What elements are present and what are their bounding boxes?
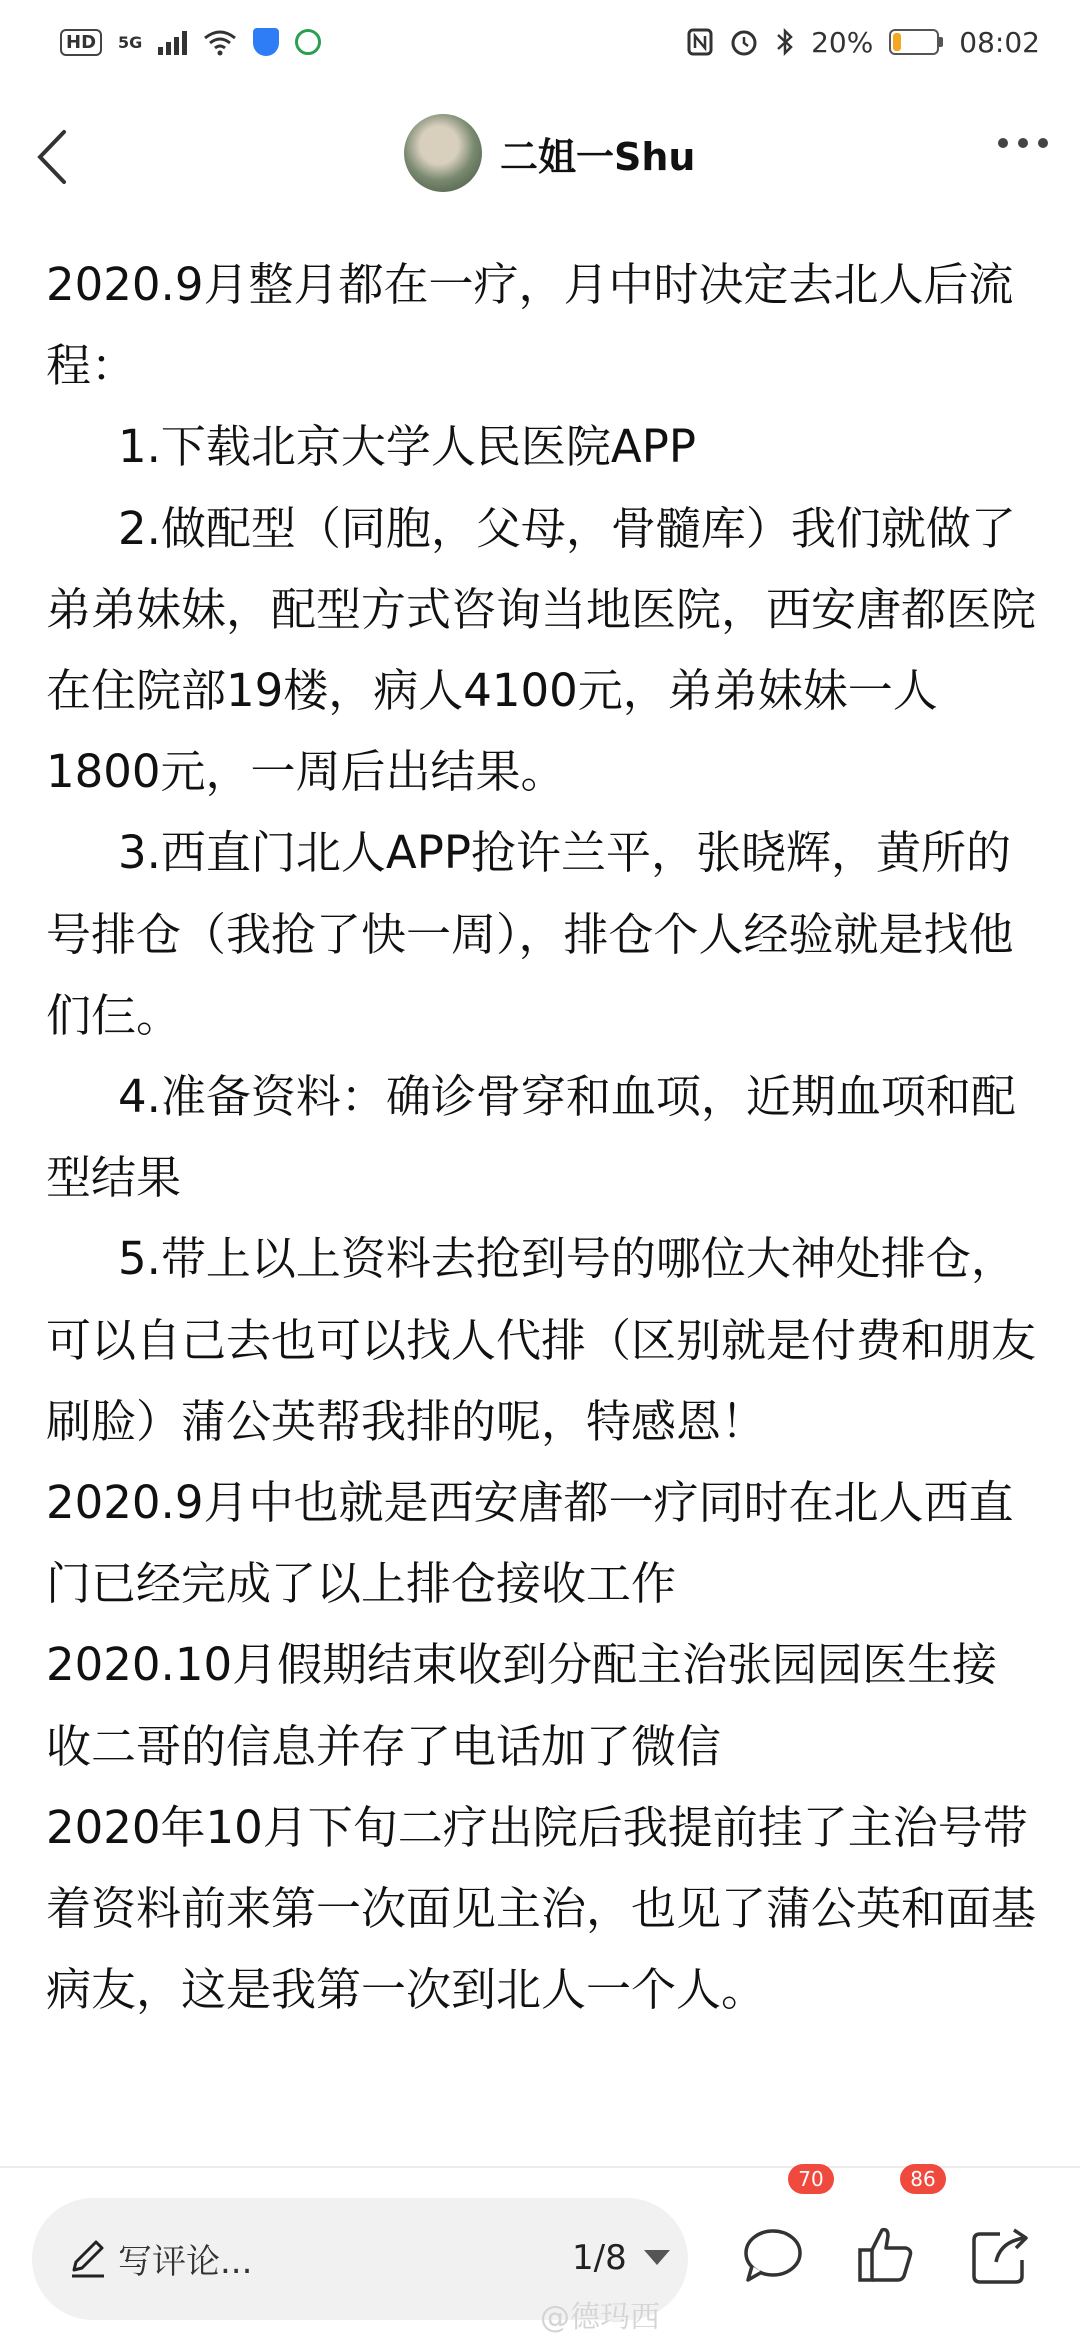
author-info[interactable] [404, 114, 695, 192]
more-dots-icon [998, 138, 1008, 148]
wifi-icon [203, 28, 237, 56]
page-indicator[interactable]: 1/8 [572, 2238, 627, 2278]
nfc-icon [687, 28, 713, 56]
article-body [46, 244, 1036, 2159]
article-paragraph: 2020.10月假期结束收到分配主治张园园医生接收二哥的信息并存了电话加了微信 [46, 1638, 998, 1773]
watermark-text: @德玛西 [540, 2300, 660, 2335]
more-button[interactable] [998, 138, 1048, 148]
like-icon[interactable] [852, 2220, 922, 2290]
shield-icon [253, 28, 279, 56]
signal-icon [158, 29, 187, 55]
alarm-icon [729, 27, 759, 57]
battery-icon [889, 29, 943, 55]
battery-percent: 20% [811, 25, 874, 59]
bluetooth-icon [775, 27, 795, 57]
article-paragraph: 1.下载北京大学人民医院APP [118, 420, 696, 474]
back-button[interactable] [24, 122, 84, 192]
article-paragraph: 2020年10月下旬二疗出院后我提前挂了主治号带着资料前来第一次面见主治，也见了蒲公英和面基病友，这是我第一次到北人一个人。 [46, 1800, 1036, 2017]
article-paragraph: 3.西直门北人APP抢许兰平，张晓辉，黄所的号排仓（我抢了快一周），排仓个人经验就是找他们仨。 [46, 826, 1014, 1042]
article-paragraph: 2020.9月中也就是西安唐都一疗同时在北人西直门已经完成了以上排仓接收工作 [46, 1476, 1014, 1611]
sync-icon [295, 29, 321, 55]
app-header [0, 96, 1080, 216]
article-paragraph: 4.准备资料：确诊骨穿和血项，近期血项和配型结果 [46, 1070, 1016, 1205]
status-bar [0, 0, 1080, 84]
pencil-icon [66, 2236, 110, 2280]
comment-count-badge: 70 [788, 2164, 834, 2194]
page-title: 二姐一Shu [500, 134, 696, 179]
chevron-down-icon[interactable] [644, 2250, 670, 2265]
like-count-badge: 86 [900, 2164, 946, 2194]
status-left [60, 28, 321, 56]
network-type: 5G [118, 32, 143, 52]
hd-indicator: HD [60, 29, 102, 56]
clock: 08:02 [959, 25, 1040, 59]
comment-placeholder: 写评论... [118, 2242, 253, 2282]
avatar[interactable] [404, 114, 482, 192]
article-paragraph: 2.做配型（同胞，父母，骨髓库）我们就做了弟弟妹妹，配型方式咨询当地医院，西安唐都医院在住院部19楼，病人4100元，弟弟妹妹一人1800元，一周后出结果。 [46, 501, 1036, 799]
article-paragraph: 2020.9月整月都在一疗，月中时决定去北人后流程： [46, 258, 1014, 393]
article-paragraph: 5.带上以上资料去抢到号的哪位大神处排仓，可以自己去也可以找人代排（区别就是付费和朋友刷脸）蒲公英帮我排的呢，特感恩！ [46, 1232, 1036, 1448]
share-icon[interactable] [966, 2220, 1036, 2290]
comment-icon[interactable] [738, 2220, 808, 2290]
status-right [687, 26, 1040, 59]
